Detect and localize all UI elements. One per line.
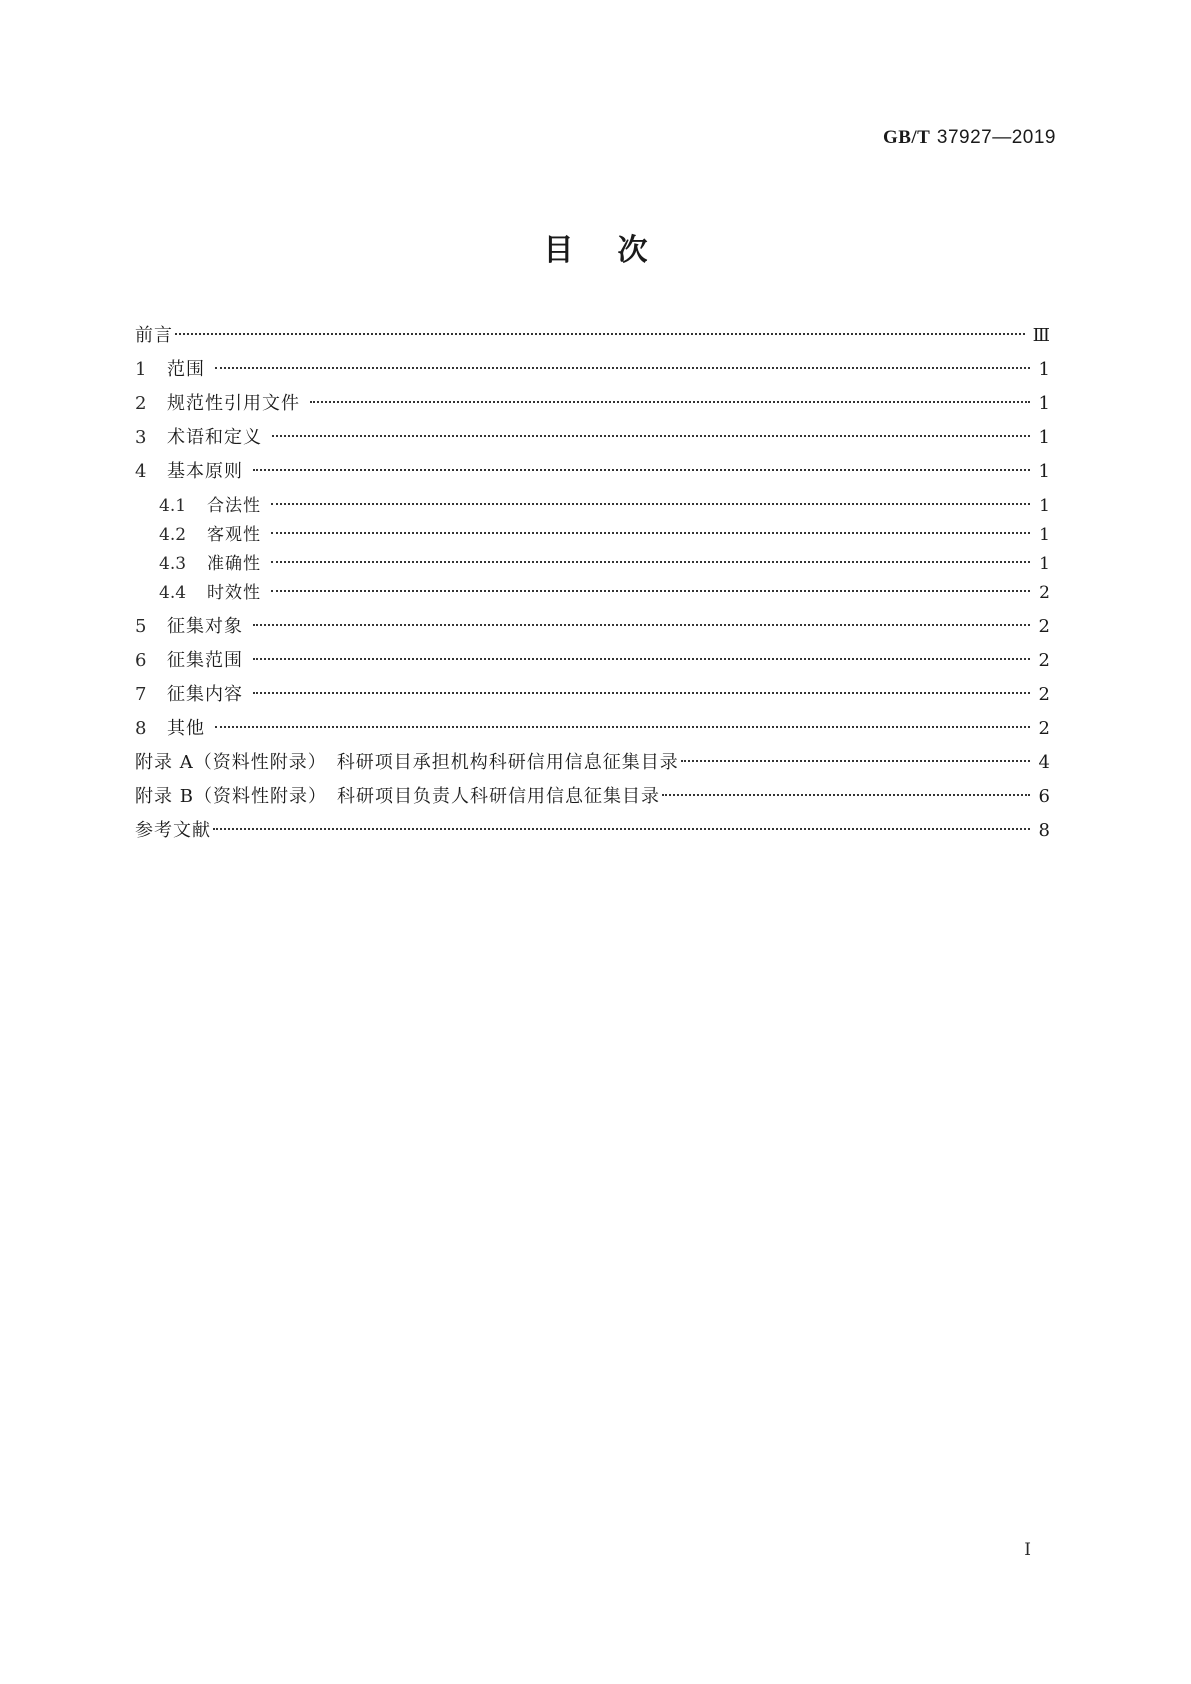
toc-entry-label: 征集范围 [167,650,243,671]
dot-leader [253,692,1030,694]
toc-entry-number: 4.1 [159,496,187,516]
dot-leader [215,726,1030,728]
dot-leader [271,503,1030,505]
toc-entry-page: 1 [1038,393,1050,414]
toc-entry-4-2[interactable] [135,521,1050,549]
toc-entry-number: 4.4 [159,583,187,603]
toc-entry-label: 征集内容 [167,684,243,705]
dot-leader [271,590,1030,592]
toc-entry-page: 1 [1039,525,1050,545]
toc-entry-label: 附录 B（资料性附录） 科研项目负责人科研信用信息征集目录 [135,786,660,807]
toc-entry-appendix-a[interactable] [135,749,1050,777]
dot-leader [310,401,1030,403]
toc-entry-5[interactable] [135,613,1050,641]
toc-entry-number: 8 [135,718,147,739]
toc-entry-appendix-b[interactable] [135,783,1050,811]
dot-leader [662,794,1030,796]
toc-entry-4-1[interactable] [135,492,1050,520]
toc-entry-number: 4.2 [159,525,187,545]
toc-entry-3[interactable] [135,424,1050,452]
page-title: 目次 [543,233,692,268]
toc-entry-foreword[interactable] [135,322,1050,350]
toc-entry-page: 6 [1038,786,1050,807]
page-number: Ⅰ [1024,1540,1031,1560]
toc-entry-number: 7 [135,684,147,705]
toc-entry-page: 1 [1039,496,1050,516]
dot-leader [271,532,1030,534]
toc-entry-number: 4 [135,461,147,482]
toc-entry-1[interactable] [135,356,1050,384]
dot-leader [253,658,1030,660]
toc-entry-page: 2 [1039,583,1050,603]
toc-entry-6[interactable] [135,647,1050,675]
dot-leader [271,561,1030,563]
toc-entry-8[interactable] [135,715,1050,743]
toc-entry-label: 术语和定义 [167,427,262,448]
dot-leader [253,469,1030,471]
dot-leader [253,624,1030,626]
toc-entry-label: 参考文献 [135,820,211,841]
dot-leader [215,367,1030,369]
toc-entry-page: 1 [1038,359,1050,380]
toc-entry-page: 2 [1038,616,1050,637]
dot-leader [213,828,1030,830]
toc-entry-4-4[interactable] [135,579,1050,607]
toc-entry-4[interactable] [135,458,1050,486]
toc-entry-number: 6 [135,650,147,671]
toc-entry-number: 2 [135,393,147,414]
toc-entry-2[interactable] [135,390,1050,418]
dot-leader [272,435,1030,437]
toc-entry-page: 1 [1039,554,1050,574]
toc-entry-page: 2 [1038,684,1050,705]
standard-prefix: GB/T [882,127,931,148]
toc-entry-label: 基本原则 [167,461,243,482]
toc-entry-number: 5 [135,616,147,637]
toc-entry-4-3[interactable] [135,550,1050,578]
toc-entry-label: 附录 A（资料性附录） 科研项目承担机构科研信用信息征集目录 [135,752,679,773]
dot-leader [175,333,1025,335]
toc-entry-number: 1 [135,359,147,380]
toc-entry-page: 2 [1038,718,1050,739]
toc-entry-label: 合法性 [207,496,261,516]
toc-entry-label: 客观性 [207,525,261,545]
toc-entry-page: Ⅲ [1032,325,1050,346]
toc-entry-label: 前言 [135,325,173,346]
toc-entry-page: 8 [1038,820,1050,841]
toc-entry-page: 2 [1038,650,1050,671]
toc-entry-page: 1 [1038,461,1050,482]
toc-entry-label: 准确性 [207,554,261,574]
toc-entry-label: 征集对象 [167,616,243,637]
standard-number: 37927—2019 [936,127,1056,148]
standard-code [883,126,1056,149]
toc-entry-label: 规范性引用文件 [167,393,300,414]
toc-entry-number: 4.3 [159,554,187,574]
toc-entry-label: 其他 [167,718,205,739]
toc-entry-references[interactable] [135,817,1050,845]
toc-entry-page: 1 [1038,427,1050,448]
dot-leader [681,760,1030,762]
toc-entry-label: 时效性 [207,583,261,603]
toc-entry-label: 范围 [167,359,205,380]
toc-entry-page: 4 [1038,752,1050,773]
toc-entry-number: 3 [135,427,147,448]
toc-entry-7[interactable] [135,681,1050,709]
